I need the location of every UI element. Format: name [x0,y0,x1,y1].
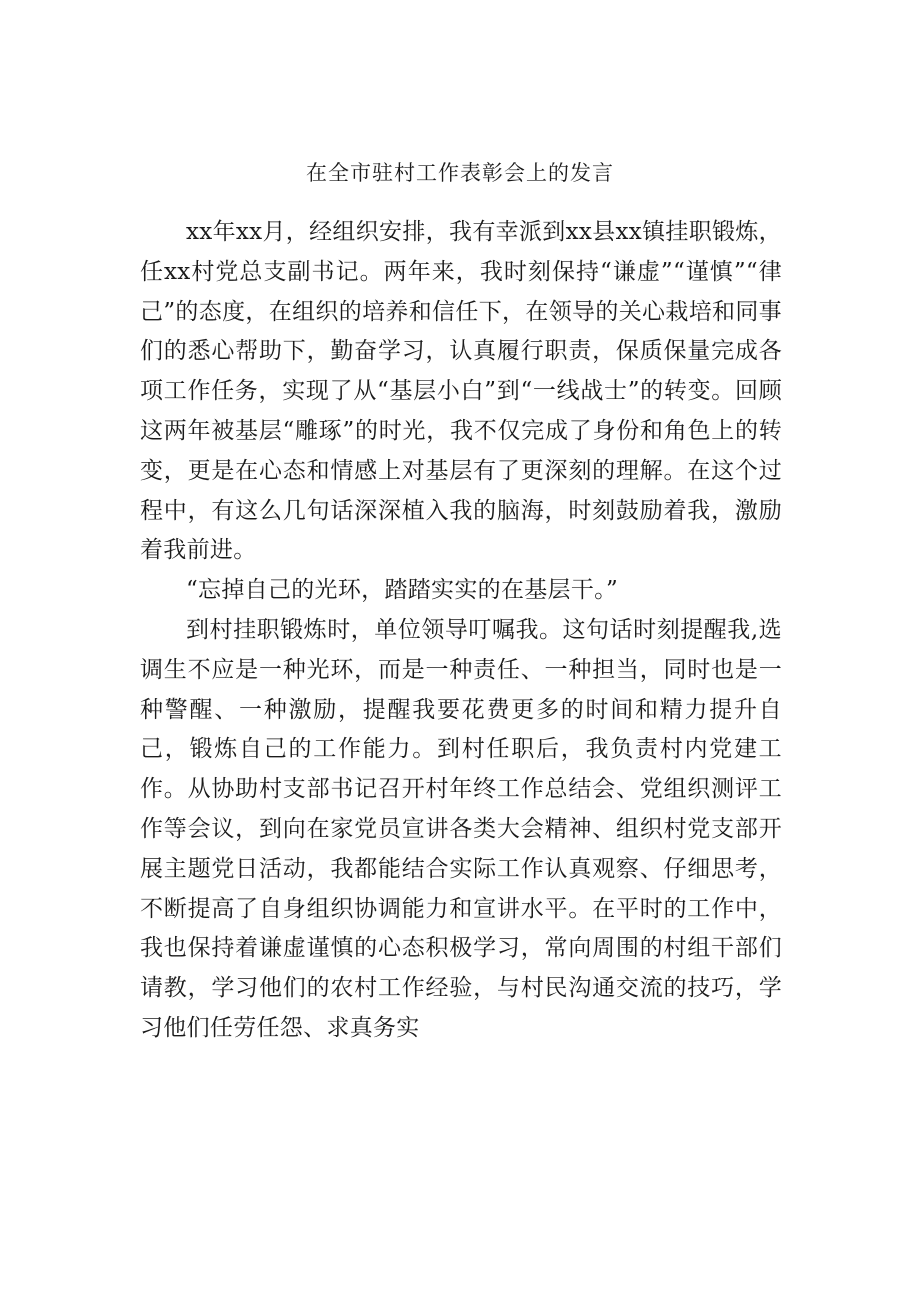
paragraph-intro: xx年xx月，经组织安排，我有幸派到xx县xx镇挂职锻炼，任xx村党总支副书记。两年来，我时刻保持“谦虚”“谨慎”“律己”的态度，在组织的培养和信任下，在领导的关心栽培和同事们的悉心帮助下，勤奋学习，认真履行职责，保质保量完成各项工作任务，实现了从“基层小白”到“一线战士”的转变。回顾这两年被基层“雕琢”的时光，我不仅完成了身份和角色上的转变，更是在心态和情感上对基层有了更深刻的理解。在这个过程中，有这么几句话深深植入我的脑海，时刻鼓励着我，激励着我前进。 [140,219,782,564]
document-title: 在全市驻村工作表彰会上的发言 [306,161,614,185]
document-body [140,213,782,1049]
paragraph-quote: “忘掉自己的光环，踏踏实实的在基层干。” [186,577,619,604]
paragraph-body: 到村挂职锻炼时，单位领导叮嘱我。这句话时刻提醒我,选调生不应是一种光环，而是一种责任、一种担当，同时也是一种警醒、一种激励，提醒我要花费更多的时间和精力提升自己，锻炼自己的工作能力。到村任职后，我负责村内党建工作。从协助村支部书记召开村年终工作总结会、党组织测评工作等会议，到向在家党员宣讲各类大会精神、组织村党支部开展主题党日活动，我都能结合实际工作认真观察、仔细思考，不断提高了自身组织协调能力和宣讲水平。在平时的工作中，我也保持着谦虚谨慎的心态积极学习，常向周围的村组干部们请教，学习他们的农村工作经验，与村民沟通交流的技巧，学习他们任劳任怨、求真务实 [140,616,782,1041]
